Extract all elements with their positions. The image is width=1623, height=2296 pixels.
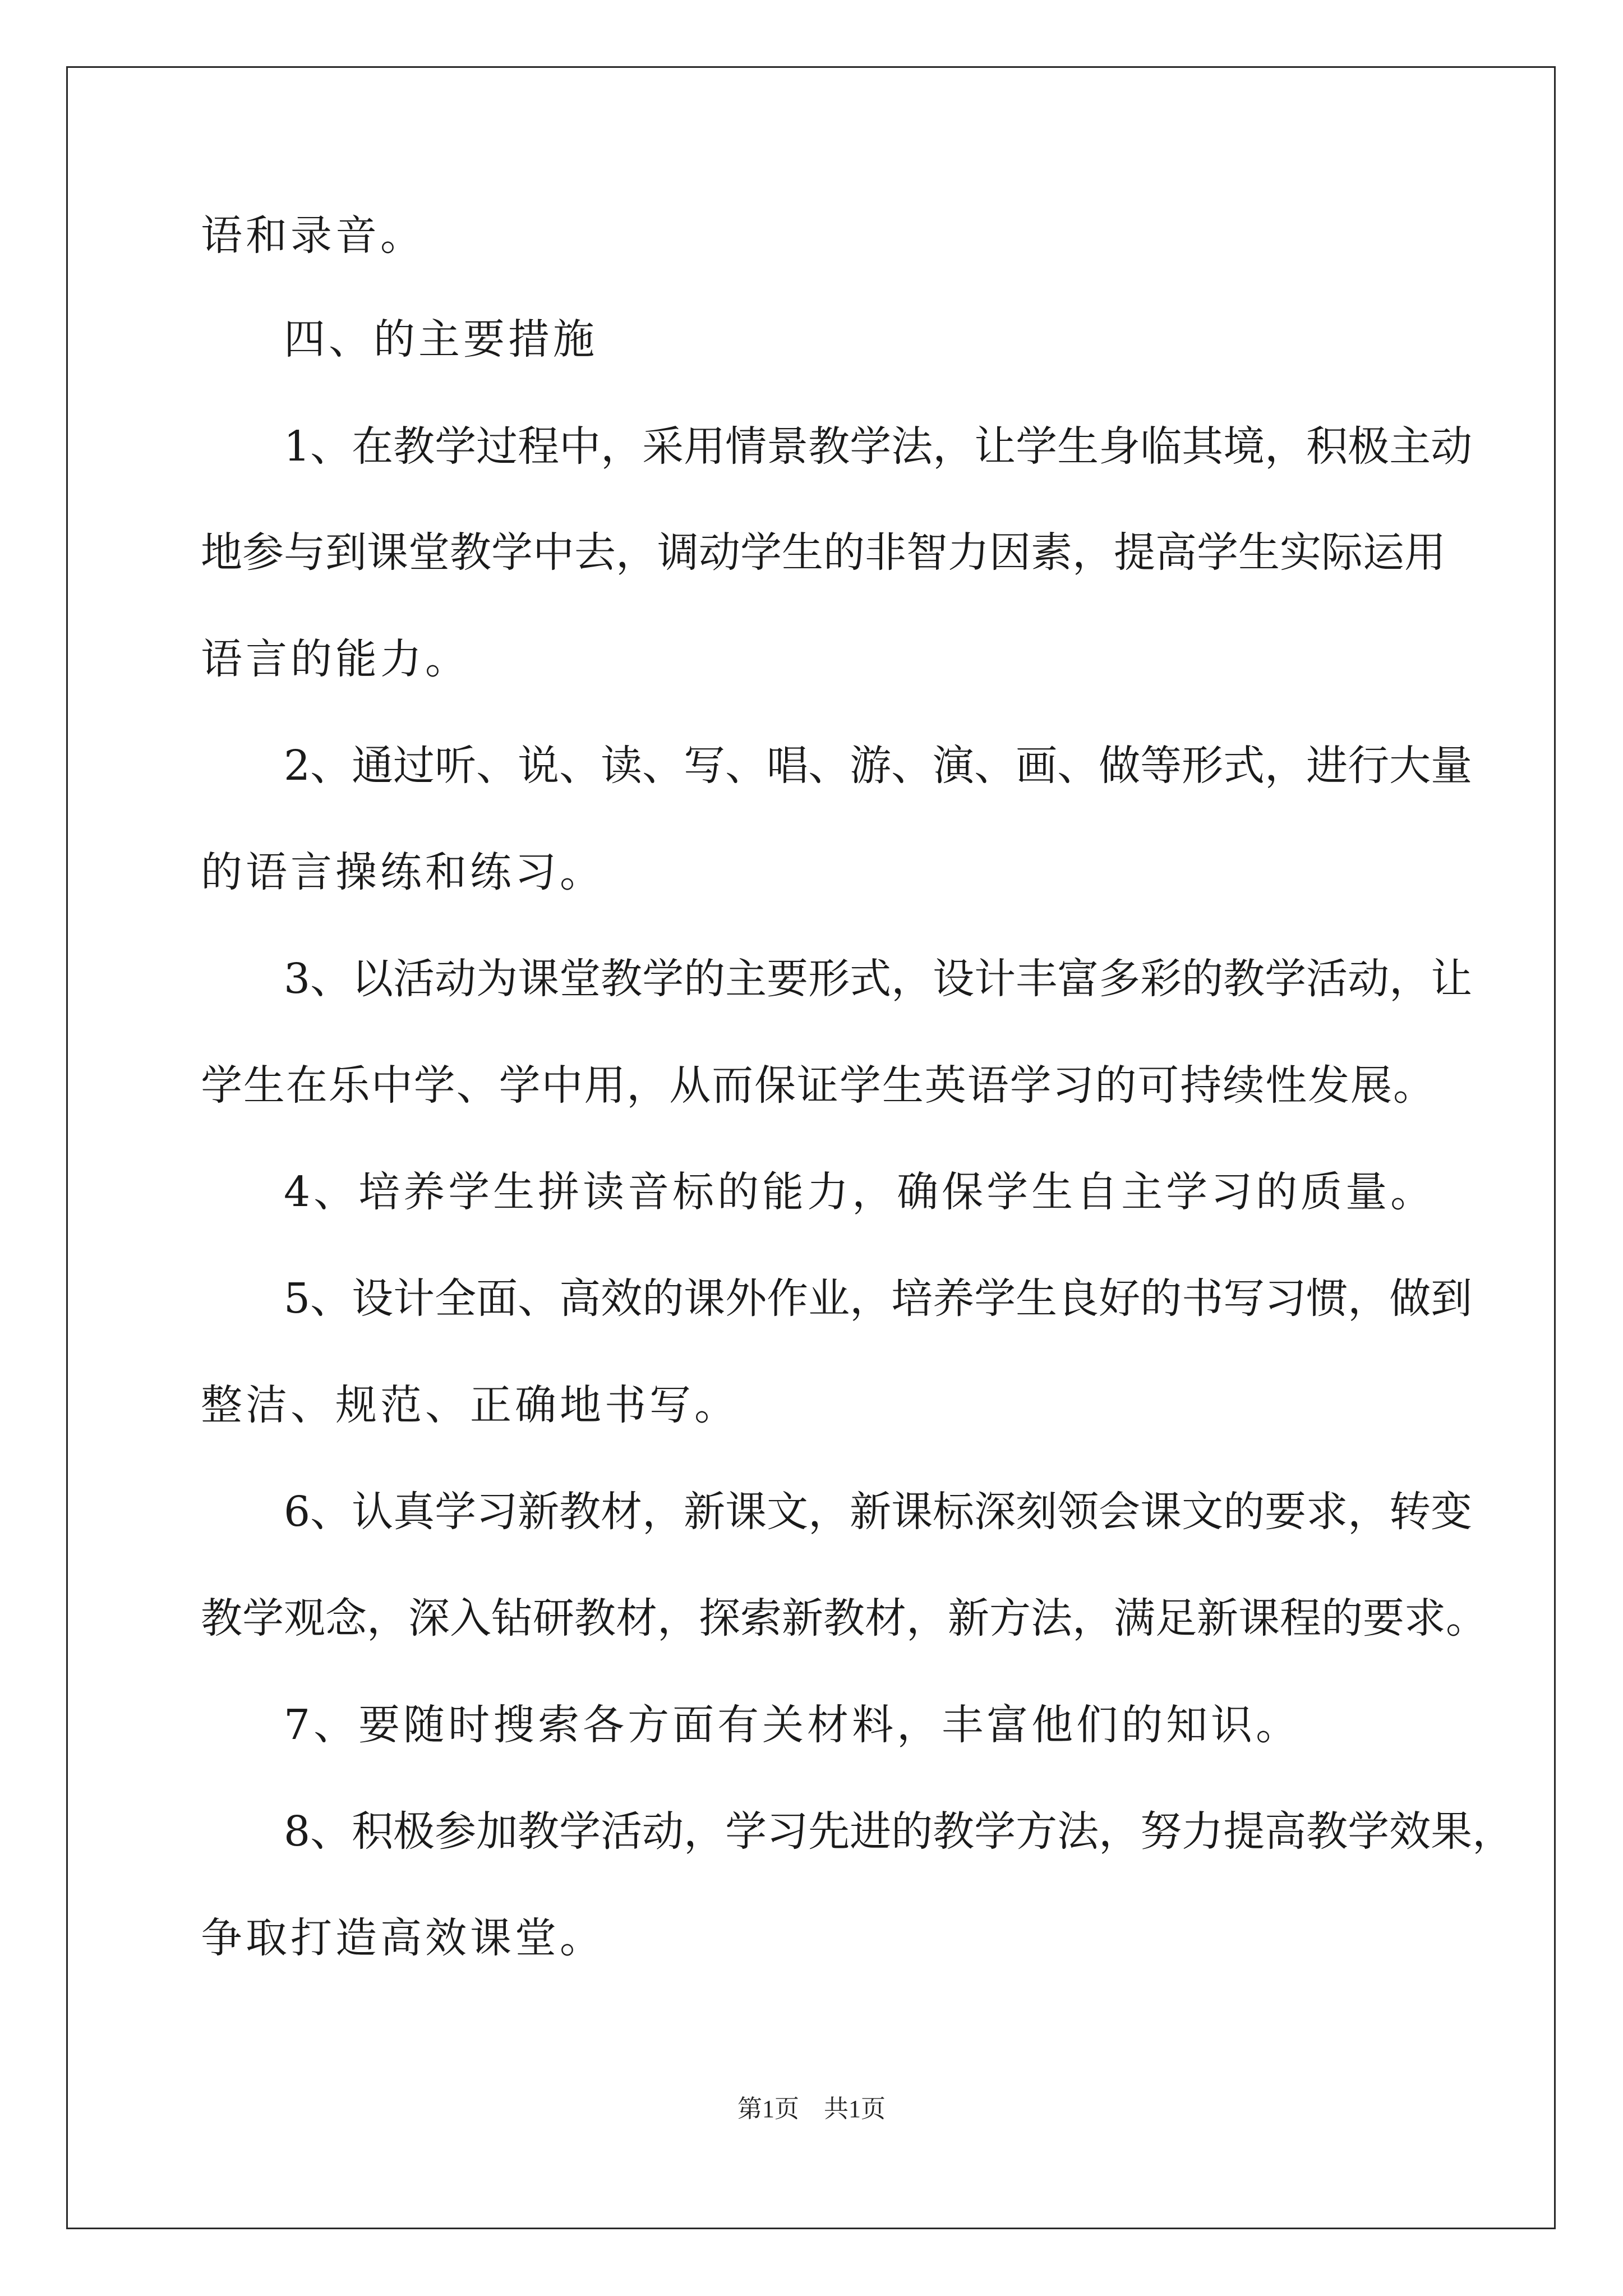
text-line-13: 6、认真学习新教材，新课文，新课标深刻领会课文的要求，转变 <box>284 1488 1473 1536</box>
text-line-10: 4、培养学生拼读音标的能力，确保学生自主学习的质量。 <box>284 1168 1436 1216</box>
text-line-8: 3、以活动为课堂教学的主要形式，设计丰富多彩的教学活动，让 <box>284 955 1473 1003</box>
text-line-14: 教学观念，深入钻研教材，探索新教材，新方法，满足新课程的要求。 <box>201 1594 1487 1642</box>
text-line-3: 1、在教学过程中，采用情景教学法，让学生身临其境，积极主动 <box>284 422 1473 471</box>
text-line-5: 语言的能力。 <box>201 635 470 683</box>
page-border <box>66 66 1556 2229</box>
section-heading: 四、的主要措施 <box>284 315 598 364</box>
text-line-15: 7、要随时搜索各方面有关材料，丰富他们的知识。 <box>284 1701 1301 1749</box>
page-number-footer: 第1页 共1页 <box>737 2095 886 2123</box>
text-line-4: 地参与到课堂教学中去，调动学生的非智力因素，提高学生实际运用 <box>201 528 1446 577</box>
text-line-9: 学生在乐中学、学中用，从而保证学生英语学习的可持续性发展。 <box>201 1061 1435 1110</box>
text-line-1: 语和录音。 <box>201 211 425 260</box>
text-line-11: 5、设计全面、高效的课外作业，培养学生良好的书写习惯，做到 <box>284 1274 1473 1323</box>
text-line-6: 2、通过听、说、读、写、唱、游、演、画、做等形式，进行大量 <box>284 742 1473 790</box>
text-line-12: 整洁、规范、正确地书写。 <box>201 1381 739 1429</box>
text-line-17: 争取打造高效课堂。 <box>201 1914 605 1962</box>
text-line-7: 的语言操练和练习。 <box>201 848 605 896</box>
text-line-16: 8、积极参加教学活动，学习先进的教学方法，努力提高教学效果， <box>284 1807 1514 1856</box>
